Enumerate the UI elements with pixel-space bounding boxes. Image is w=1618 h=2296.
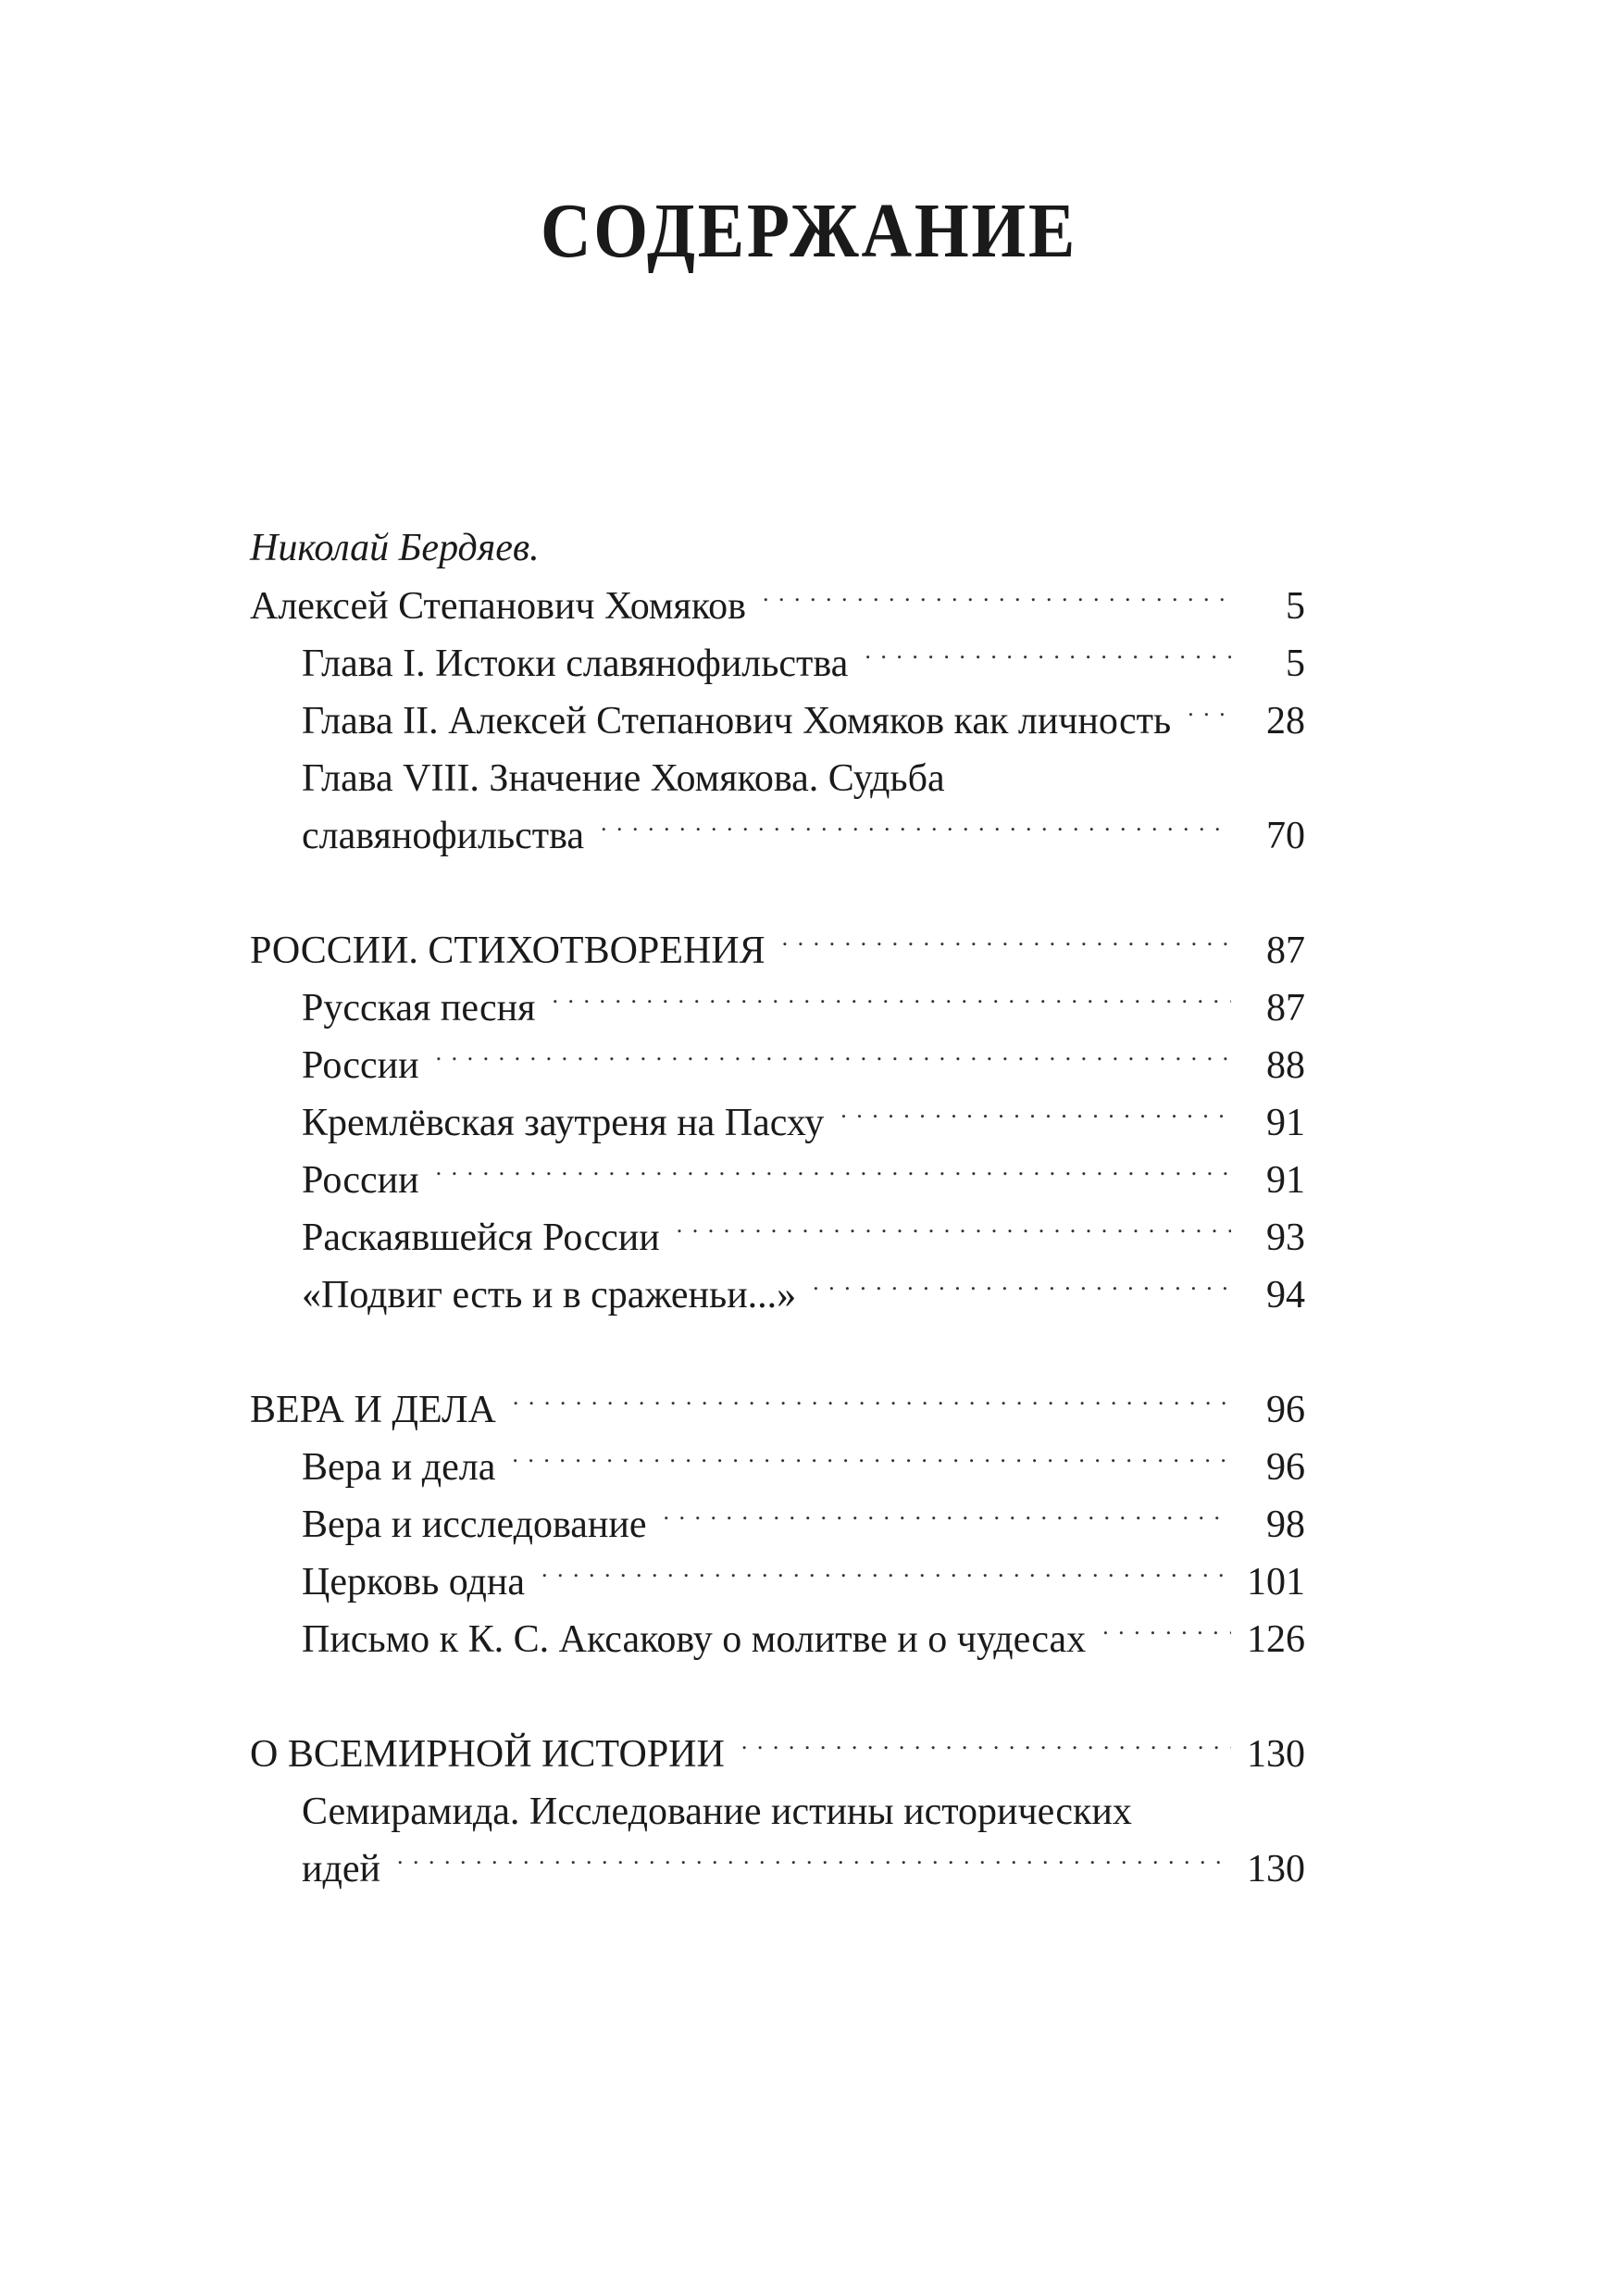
toc-entry-label: России: [302, 1044, 419, 1087]
dot-leader: [512, 1441, 1231, 1479]
dot-leader: [601, 809, 1231, 848]
toc-page-number: 126: [1247, 1618, 1305, 1661]
toc-entry-label: Письмо к К. С. Аксакову о молитве и о чудесах: [302, 1618, 1087, 1661]
toc-entry[interactable]: [250, 1611, 1305, 1668]
toc-page-number: 5: [1286, 585, 1305, 628]
section-gap: [250, 1324, 1305, 1381]
toc-entry-label: России: [302, 1159, 419, 1202]
toc-entry-line[interactable]: [250, 750, 1305, 807]
toc-entry[interactable]: [250, 1209, 1305, 1267]
toc-entry[interactable]: [250, 693, 1305, 750]
toc-entry[interactable]: [250, 1267, 1305, 1324]
toc-entry-label: ВЕРА И ДЕЛА: [250, 1389, 496, 1431]
toc-entry-line[interactable]: [250, 1783, 1305, 1841]
page-title: СОДЕРЖАНИЕ: [541, 188, 1077, 274]
toc-author: Николай Бердяев.: [250, 527, 540, 569]
toc-page-number: 96: [1266, 1389, 1305, 1431]
dot-leader: [763, 580, 1231, 618]
section-gap: [250, 1668, 1305, 1726]
dot-leader: [663, 1498, 1231, 1537]
dot-leader: [1188, 694, 1231, 733]
toc-page-number: 87: [1266, 987, 1305, 1029]
toc-entry[interactable]: [250, 807, 1305, 865]
toc-entry[interactable]: [250, 1152, 1305, 1209]
toc-entry-label: Вера и дела: [302, 1446, 496, 1489]
toc-page-number: 28: [1266, 700, 1305, 742]
dot-leader: [541, 1555, 1231, 1594]
toc-entry-label: Семирамида. Исследование истины исторических: [302, 1791, 1132, 1833]
toc-page-number: 93: [1266, 1217, 1305, 1259]
dot-leader: [865, 637, 1231, 676]
table-of-contents: [250, 518, 1305, 1898]
toc-page-number: 96: [1266, 1446, 1305, 1489]
toc-page-number: 88: [1266, 1044, 1305, 1087]
toc-page-number: 5: [1286, 643, 1305, 685]
dot-leader: [840, 1096, 1231, 1135]
toc-page-number: 91: [1266, 1102, 1305, 1144]
toc-entry[interactable]: [250, 1037, 1305, 1094]
toc-page-number: 87: [1266, 930, 1305, 972]
toc-entry-section[interactable]: [250, 578, 1305, 635]
toc-entry-section[interactable]: [250, 1381, 1305, 1439]
toc-entry-label: Алексей Степанович Хомяков: [250, 585, 746, 628]
toc-entry-label: Церковь одна: [302, 1561, 526, 1603]
toc-page-number: 130: [1247, 1733, 1305, 1776]
toc-page-number: 91: [1266, 1159, 1305, 1202]
toc-page-number: 130: [1247, 1848, 1305, 1890]
dot-leader: [1102, 1613, 1231, 1652]
toc-page-number: 70: [1266, 815, 1305, 857]
toc-entry-label-continued: идей: [302, 1848, 380, 1890]
toc-entry[interactable]: [250, 635, 1305, 693]
toc-entry-label-continued: славянофильства: [302, 815, 585, 857]
dot-leader: [397, 1842, 1231, 1881]
toc-entry[interactable]: [250, 1094, 1305, 1152]
dot-leader: [741, 1728, 1231, 1766]
toc-entry[interactable]: [250, 1554, 1305, 1611]
dot-leader: [782, 924, 1231, 963]
dot-leader: [677, 1211, 1231, 1250]
toc-entry-section[interactable]: [250, 1726, 1305, 1783]
toc-entry-label: Глава VIII. Значение Хомякова. Судьба: [302, 757, 945, 800]
toc-entry-label: Глава II. Алексей Степанович Хомяков как личность: [302, 700, 1172, 742]
dot-leader: [552, 981, 1231, 1020]
toc-entry-label: РОССИИ. СТИХОТВОРЕНИЯ: [250, 930, 765, 972]
dot-leader: [436, 1154, 1231, 1192]
toc-entry-section[interactable]: [250, 922, 1305, 980]
toc-entry[interactable]: [250, 980, 1305, 1037]
toc-entry-label: Раскаявшейся России: [302, 1217, 660, 1259]
dot-leader: [813, 1268, 1231, 1307]
dot-leader: [436, 1039, 1231, 1078]
toc-page-number: 98: [1266, 1504, 1305, 1546]
toc-entry-label: О ВСЕМИРНОЙ ИСТОРИИ: [250, 1733, 725, 1776]
section-gap: [250, 865, 1305, 922]
toc-entry-label: Кремлёвская заутреня на Пасху: [302, 1102, 825, 1144]
toc-entry[interactable]: [250, 1496, 1305, 1554]
toc-entry-label: Русская песня: [302, 987, 536, 1029]
toc-page-number: 94: [1266, 1274, 1305, 1316]
toc-entry[interactable]: [250, 1439, 1305, 1496]
toc-entry-label: «Подвиг есть и в сраженьи...»: [302, 1274, 797, 1316]
toc-entry-label: Вера и исследование: [302, 1504, 647, 1546]
toc-entry[interactable]: [250, 1841, 1305, 1898]
toc-entry-label: Глава I. Истоки славянофильства: [302, 643, 849, 685]
toc-page-number: 101: [1247, 1561, 1305, 1603]
dot-leader: [513, 1383, 1231, 1422]
